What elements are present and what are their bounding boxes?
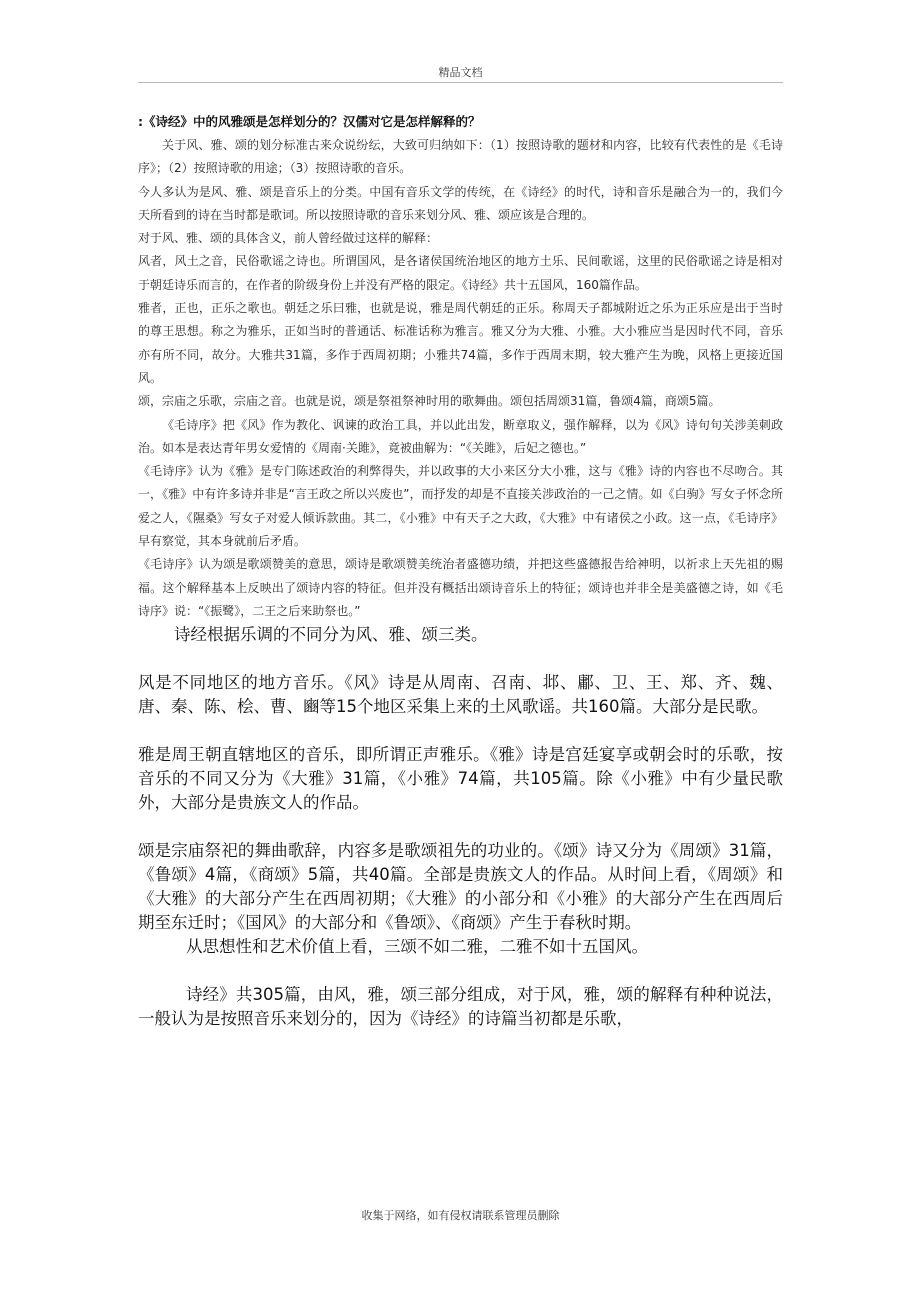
paragraph-maoshixu-song: 《毛诗序》认为颂是歌颂赞美的意思，颂诗是歌颂赞美统治者盛德功绩，并把这些盛德报告给神明，以祈求上天先祖的赐福。这个解释基本上反映出了颂诗内容的特征。但并没有概括出颂诗音乐上的特征；颂诗也并非全是美盛德之诗，如《毛诗序》说：“《振鹭》，二王之后来助祭也。” (138, 557, 783, 618)
paragraph-ya-definition: 雅者，正也，正乐之歌也。朝廷之乐曰雅，也就是说，雅是周代朝廷的正乐。称周天子都城附近之乐为正乐应是出于当时的尊王思想。称之为雅乐，正如当时的普通话、标准话称为雅言。雅又分为大雅、小雅。大小雅应当是因时代不同，音乐亦有所不同，故分。大雅共31篇，多作于西周初期；小雅共74篇，多作于西周末期，较大雅产生为晚，风格上更接近国风。 (138, 301, 783, 385)
paragraph-maoshixu-ya: 《毛诗序》认为《雅》是专门陈述政治的利弊得失，并以政事的大小来区分大小雅，这与《雅》诗的内容也不尽吻合。其一，《雅》中有许多诗并非是“言王政之所以兴废也”，而抒发的却是不直接关涉政治的一己之情。如《白驹》写女子怀念所爱之人，《隰桑》写女子对爱人倾诉款曲。其二，《小雅》中有天子之大政，《大雅》中有诸侯之小政。这一点，《毛诗序》早有察觉，其本身就前后矛盾。 (138, 464, 783, 549)
paragraph-classification-standards: 关于风、雅、颂的划分标准古来众说纷纭，大致可归纳如下：（1）按照诗歌的题材和内容，比较有代表性的是《毛诗序》；（2）按照诗歌的用途；（3）按照诗歌的音乐。 (138, 138, 783, 176)
paragraph-305-poems: 诗经》共305篇，由风，雅，颂三部分组成，对于风，雅，颂的解释有种种说法，一般认为是按照音乐来划分的，因为《诗经》的诗篇当初都是乐歌， (138, 985, 783, 1029)
spacer (138, 647, 783, 671)
page-header: 精品文档 (438, 66, 483, 79)
paragraph-music-classification: 今人多认为是风、雅、颂是音乐上的分类。中国有音乐文学的传统，在《诗经》的时代，诗和音乐是融合为一的，我们今天所看到的诗在当时都是歌词。所以按照诗歌的音乐来划分风、雅、颂应该是合理的。 (138, 184, 783, 222)
document-body (138, 110, 783, 1031)
paragraph-song-music: 颂是宗庙祭祀的舞曲歌辞，内容多是歌颂祖先的功业的。《颂》诗又分为《周颂》31篇，《鲁颂》4篇，《商颂》5篇，共40篇。全部是贵族文人的作品。从时间上看，《周颂》和《大雅》的大部分产生在西周初期；《大雅》的小部分和《小雅》的大部分产生在西周后期至东迁时；《国风》的大部分和《鲁颂》、《商颂》产生于春秋时期。 (138, 841, 783, 933)
paragraph-definitions-intro: 对于风、雅、颂的具体含义，前人曾经做过这样的解释： (138, 231, 439, 246)
page-footer: 收集于网络，如有侵权请联系管理员删除 (361, 1209, 560, 1222)
paragraph-feng-music: 风是不同地区的地方音乐。《风》诗是从周南、召南、邶、鄘、卫、王、郑、齐、魏、唐、秦、陈、桧、曹、豳等15个地区采集上来的土风歌谣。共160篇。大部分是民歌。 (138, 673, 783, 717)
question-title: :《诗经》中的风雅颂是怎样划分的？汉儒对它是怎样解释的？ (138, 114, 481, 129)
paragraph-maoshixu-feng: 《毛诗序》把《风》作为教化、讽谏的政治工具，并以此出发，断章取义，强作解释，以为《风》诗句句关涉美刺政治。如本是表达青年男女爱情的《周南·关雎》，竟被曲解为：“《关雎》，后妃之德也。” (138, 417, 783, 455)
paragraph-feng-definition: 风者，风土之音，民俗歌谣之诗也。所谓国风，是各诸侯国统治地区的地方土乐、民间歌谣，这里的民俗歌谣之诗是相对于朝廷诗乐而言的，在作者的阶级身份上并没有严格的限定。《诗经》共十五国风，160篇作品。 (138, 254, 783, 292)
paragraph-song-definition: 颂，宗庙之乐歌，宗庙之音。也就是说，颂是祭祖祭神时用的歌舞曲。颂包括周颂31篇，鲁颂4篇，商颂5篇。 (138, 394, 721, 409)
paragraph-ya-music: 雅是周王朝直辖地区的音乐，即所谓正声雅乐。《雅》诗是宫廷宴享或朝会时的乐歌，按音乐的不同又分为《大雅》31篇，《小雅》74篇，共105篇。除《小雅》中有少量民歌外，大部分是贵族文人的作品。 (138, 745, 783, 813)
header-divider (138, 82, 783, 83)
paragraph-three-categories: 诗经根据乐调的不同分为风、雅、颂三类。 (174, 625, 488, 645)
spacer (138, 719, 783, 743)
paragraph-artistic-value: 从思想性和艺术价值上看，三颂不如二雅，二雅不如十五国风。 (186, 937, 648, 957)
spacer (138, 815, 783, 839)
spacer (138, 959, 783, 983)
